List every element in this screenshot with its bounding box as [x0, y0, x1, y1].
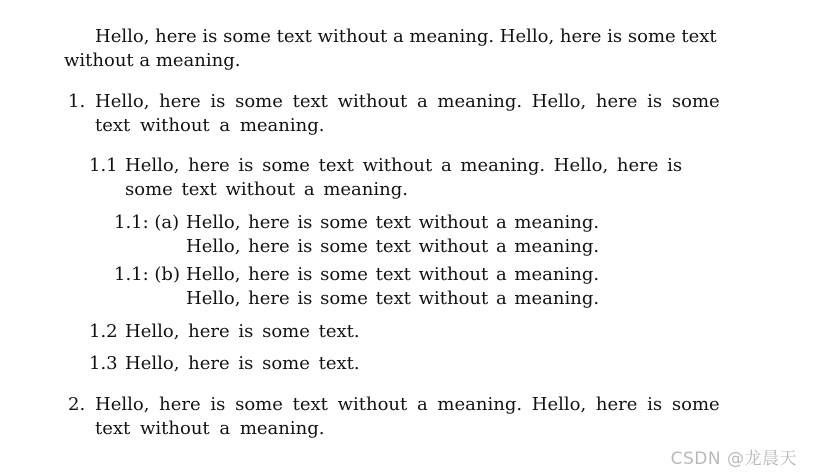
item-label: 1.2	[89, 321, 118, 342]
item-text: Hello, here is some text without a meaning. Hello, here is some text without a meaning.	[125, 155, 683, 200]
item-text: Hello, here is some text.	[125, 321, 360, 342]
item-label: 1.1	[89, 155, 118, 176]
item-text: Hello, here is some text without a meaning. Hello, here is some text without a meaning.	[186, 264, 600, 309]
item-text: Hello, here is some text without a meaning. Hello, here is some text without a meaning.	[95, 394, 720, 439]
item-label: 2.	[68, 394, 86, 415]
item-label: 1.1: (b)	[114, 264, 180, 285]
item-text: Hello, here is some text.	[125, 353, 360, 374]
item-label: 1.3	[89, 353, 118, 374]
watermark: CSDN @龙晨天	[670, 449, 797, 469]
item-text: Hello, here is some text without a meaning. Hello, here is some text without a meaning.	[95, 91, 720, 136]
intro-paragraph: Hello, here is some text without a meaning. Hello, here is some text without a meaning.	[64, 26, 717, 71]
item-label: 1.	[68, 91, 86, 112]
item-text: Hello, here is some text without a meaning. Hello, here is some text without a meaning.	[186, 212, 600, 257]
item-label: 1.1: (a)	[114, 212, 180, 233]
